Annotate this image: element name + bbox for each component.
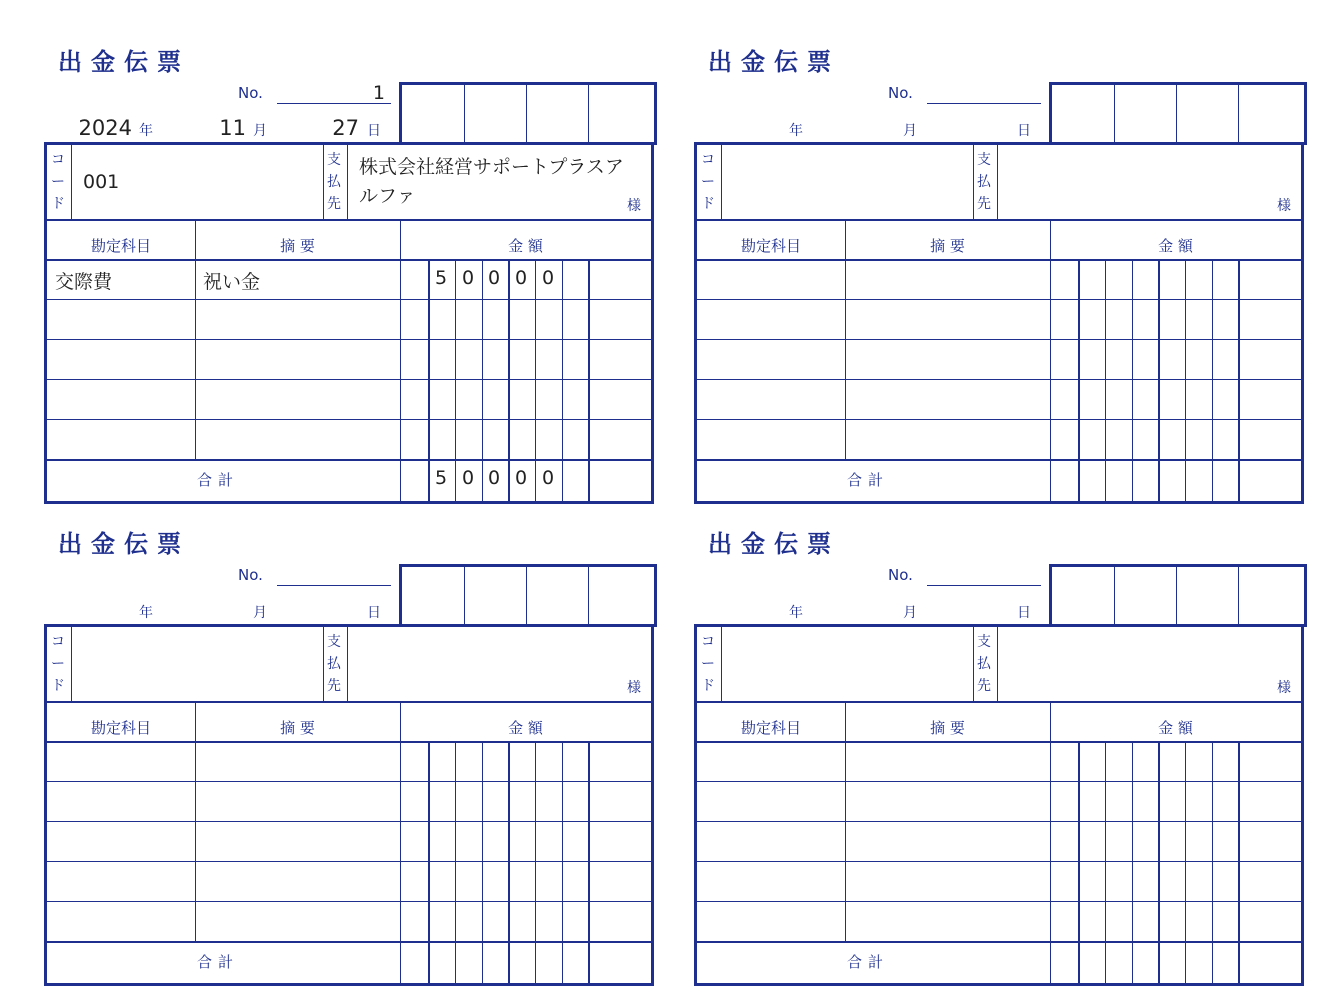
payee-label-char: 払: [977, 656, 991, 672]
row-rule: [697, 379, 1301, 380]
payee-label-right: [997, 627, 998, 703]
code-label-char: ド: [51, 678, 65, 694]
digit-column-line: [428, 259, 430, 501]
digit-column-line: [1158, 741, 1160, 983]
payee-label-char: 支: [977, 634, 991, 650]
header-account: 勘定科目: [740, 719, 801, 737]
digit-column-line: [1105, 741, 1106, 983]
voucher-title: 出金伝票: [58, 48, 190, 76]
year-unit: 年: [139, 605, 153, 621]
year-value[interactable]: 2024: [78, 116, 132, 140]
payee-label-right: [347, 627, 348, 703]
header-account: 勘定科目: [740, 237, 801, 255]
honorific: 様: [627, 198, 641, 214]
voucher-number[interactable]: 1: [372, 82, 385, 104]
number-underline: [927, 585, 1041, 586]
header-top-rule: [47, 701, 651, 703]
row-rule: [697, 901, 1301, 902]
digit-column-line: [1212, 259, 1213, 501]
digit-column-line: [428, 741, 430, 983]
number-label: No.: [888, 84, 913, 102]
voucher-slip: [694, 38, 1314, 498]
month-value[interactable]: 11: [219, 116, 246, 140]
digit-column-line: [1238, 741, 1240, 983]
total-label: 合計: [197, 471, 240, 489]
digit-column-line: [1185, 259, 1186, 501]
header-memo: 摘 要: [280, 237, 315, 255]
amount-digit[interactable]: 5: [434, 267, 448, 289]
stamp-box-divider: [526, 85, 527, 145]
payee-label-char: 支: [977, 152, 991, 168]
payee-label-right: [997, 145, 998, 221]
row-rule: [697, 781, 1301, 782]
row-rule: [47, 821, 651, 822]
payee-label-char: 払: [977, 174, 991, 190]
digit-column-line: [508, 259, 510, 501]
code-label-char: ー: [701, 174, 715, 190]
digit-column-line: [535, 259, 536, 501]
header-memo: 摘 要: [930, 237, 965, 255]
header-amount: 金 額: [508, 237, 543, 255]
voucher-table: [694, 142, 1304, 504]
total-label: 合計: [197, 953, 240, 971]
stamp-box-divider: [1238, 567, 1239, 627]
code-value[interactable]: 001: [83, 171, 120, 193]
code-label-char: ド: [701, 196, 715, 212]
month-unit: 月: [903, 123, 917, 139]
header-bottom-rule: [47, 259, 651, 261]
digit-column-line: [1238, 259, 1240, 501]
header-account: 勘定科目: [90, 237, 151, 255]
approval-stamp-boxes: [399, 82, 657, 145]
total-digit: 0: [461, 467, 475, 489]
code-divider: [721, 145, 722, 221]
digit-column-line: [508, 741, 510, 983]
day-unit: 日: [367, 123, 381, 139]
row-rule: [47, 941, 651, 943]
payee-label-char: 先: [977, 196, 991, 212]
stamp-box-divider: [464, 567, 465, 627]
stamp-box-divider: [1176, 85, 1177, 145]
stamp-box-divider: [1114, 85, 1115, 145]
total-digit: 0: [514, 467, 528, 489]
payee-label-char: 先: [327, 678, 341, 694]
header-amount: 金 額: [1158, 237, 1193, 255]
header-top-rule: [697, 219, 1301, 221]
row-rule: [697, 299, 1301, 300]
code-label-char: コ: [51, 152, 65, 168]
number-label: No.: [238, 84, 263, 102]
digit-column-line: [455, 741, 456, 983]
voucher-title: 出金伝票: [58, 530, 190, 558]
row-rule: [697, 941, 1301, 943]
amount-digit[interactable]: 0: [461, 267, 475, 289]
digit-column-line: [562, 259, 563, 501]
header-amount: 金 額: [508, 719, 543, 737]
voucher-title: 出金伝票: [708, 48, 840, 76]
total-digit: 0: [541, 467, 555, 489]
voucher-table: [44, 142, 654, 504]
digit-column-line: [1212, 741, 1213, 983]
payee-label-left: [973, 145, 974, 221]
digit-column-line: [588, 259, 590, 501]
code-label-char: ー: [51, 174, 65, 190]
total-digit: 5: [434, 467, 448, 489]
digit-column-line: [1078, 741, 1080, 983]
number-underline: [277, 585, 391, 586]
payee-label-char: 支: [327, 634, 341, 650]
row-rule: [47, 419, 651, 420]
payee-label-char: 払: [327, 656, 341, 672]
row-rule: [697, 459, 1301, 461]
voucher-title: 出金伝票: [708, 530, 840, 558]
header-top-rule: [47, 219, 651, 221]
voucher-table: [44, 624, 654, 986]
digit-column-line: [1132, 259, 1133, 501]
code-label-char: ド: [51, 196, 65, 212]
approval-stamp-boxes: [1049, 564, 1307, 627]
digit-column-line: [1132, 741, 1133, 983]
row-rule: [697, 419, 1301, 420]
amount-digit[interactable]: 0: [541, 267, 555, 289]
header-account: 勘定科目: [90, 719, 151, 737]
code-label-char: ー: [701, 656, 715, 672]
voucher-slip: [44, 38, 664, 498]
code-divider: [721, 627, 722, 703]
header-top-rule: [697, 701, 1301, 703]
row-rule: [697, 861, 1301, 862]
digit-column-line: [535, 741, 536, 983]
approval-stamp-boxes: [1049, 82, 1307, 145]
year-unit: 年: [789, 605, 803, 621]
payee-value[interactable]: 株式会社経営サポートプラスアルファ: [359, 156, 624, 207]
total-label: 合計: [847, 471, 890, 489]
payee-label-left: [323, 627, 324, 703]
honorific: 様: [1277, 680, 1291, 696]
payee-label-left: [323, 145, 324, 221]
row-rule: [47, 861, 651, 862]
header-memo: 摘 要: [280, 719, 315, 737]
stamp-box-divider: [1176, 567, 1177, 627]
header-amount: 金 額: [1158, 719, 1193, 737]
code-label-char: コ: [701, 152, 715, 168]
stamp-box-divider: [526, 567, 527, 627]
code-divider: [71, 627, 72, 703]
payee-label-left: [973, 627, 974, 703]
stamp-box-divider: [588, 567, 589, 627]
approval-stamp-boxes: [399, 564, 657, 627]
day-unit: 日: [1017, 605, 1031, 621]
row-rule: [47, 459, 651, 461]
row-rule: [697, 339, 1301, 340]
day-value[interactable]: 27: [332, 116, 359, 140]
memo-cell[interactable]: 祝い金: [203, 271, 261, 293]
row-rule: [47, 379, 651, 380]
total-digit: 0: [487, 467, 501, 489]
month-unit: 月: [253, 605, 267, 621]
code-label-char: コ: [701, 634, 715, 650]
row-rule: [47, 339, 651, 340]
digit-column-line: [562, 741, 563, 983]
digit-column-line: [1158, 259, 1160, 501]
stamp-box-divider: [464, 85, 465, 145]
digit-column-line: [1105, 259, 1106, 501]
voucher-slip: [44, 520, 664, 980]
stamp-box-divider: [588, 85, 589, 145]
code-label-char: コ: [51, 634, 65, 650]
header-bottom-rule: [697, 741, 1301, 743]
digit-column-line: [455, 259, 456, 501]
year-unit: 年: [789, 123, 803, 139]
voucher-table: [694, 624, 1304, 986]
payee-label-right: [347, 145, 348, 221]
header-bottom-rule: [47, 741, 651, 743]
number-label: No.: [238, 566, 263, 584]
digit-column-line: [482, 741, 483, 983]
year-unit: 年: [139, 123, 153, 139]
amount-digit[interactable]: 0: [487, 267, 501, 289]
stamp-box-divider: [1114, 567, 1115, 627]
number-underline: [927, 103, 1041, 104]
row-rule: [47, 299, 651, 300]
digit-column-line: [482, 259, 483, 501]
payee-label-char: 払: [327, 174, 341, 190]
voucher-slip: [694, 520, 1314, 980]
honorific: 様: [1277, 198, 1291, 214]
code-divider: [71, 145, 72, 221]
digit-column-line: [588, 741, 590, 983]
row-rule: [47, 781, 651, 782]
digit-column-line: [1078, 259, 1080, 501]
code-label-char: ド: [701, 678, 715, 694]
row-rule: [47, 901, 651, 902]
day-unit: 日: [367, 605, 381, 621]
month-unit: 月: [253, 123, 267, 139]
account-cell[interactable]: 交際費: [55, 271, 113, 293]
payee-label-char: 先: [327, 196, 341, 212]
amount-digit[interactable]: 0: [514, 267, 528, 289]
code-label-char: ー: [51, 656, 65, 672]
honorific: 様: [627, 680, 641, 696]
payee-label-char: 先: [977, 678, 991, 694]
stamp-box-divider: [1238, 85, 1239, 145]
payee-label-char: 支: [327, 152, 341, 168]
header-bottom-rule: [697, 259, 1301, 261]
row-rule: [697, 821, 1301, 822]
total-label: 合計: [847, 953, 890, 971]
day-unit: 日: [1017, 123, 1031, 139]
digit-column-line: [1185, 741, 1186, 983]
month-unit: 月: [903, 605, 917, 621]
header-memo: 摘 要: [930, 719, 965, 737]
number-label: No.: [888, 566, 913, 584]
